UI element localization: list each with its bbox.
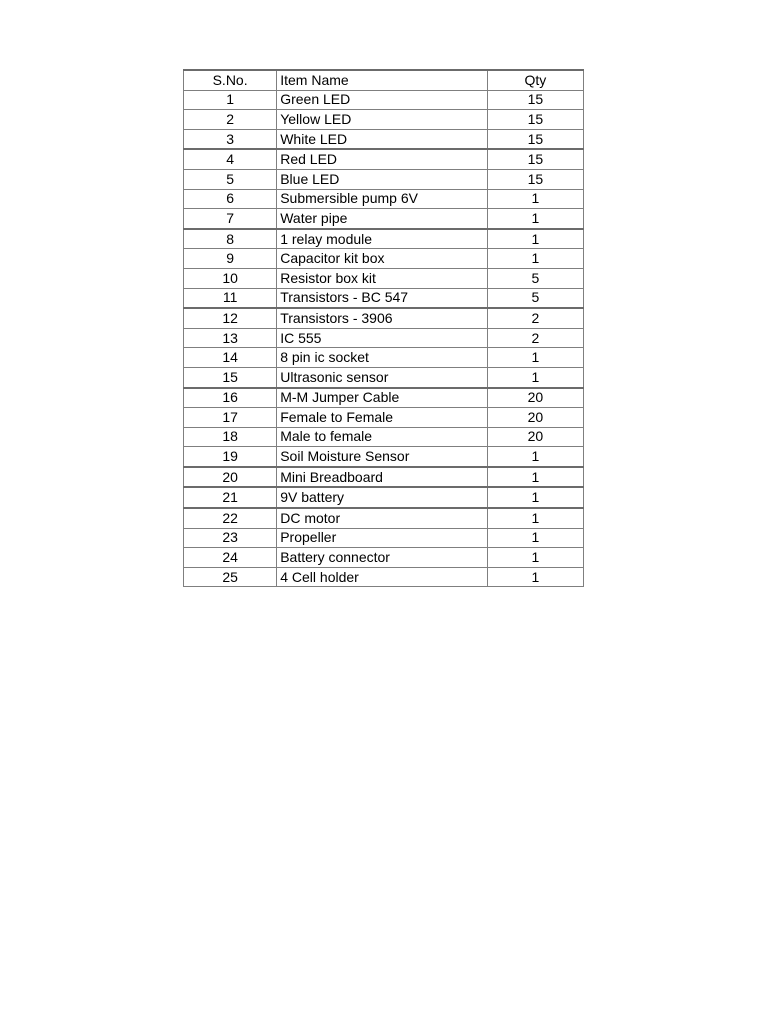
cell-sno: 16	[184, 388, 277, 408]
cell-qty: 5	[487, 268, 583, 288]
cell-qty: 20	[487, 388, 583, 408]
cell-sno: 3	[184, 129, 277, 149]
cell-qty: 15	[487, 129, 583, 149]
cell-qty: 15	[487, 110, 583, 130]
cell-qty: 5	[487, 288, 583, 308]
cell-item-name: 9V battery	[277, 487, 488, 508]
table-row	[184, 288, 584, 308]
cell-item-name: Red LED	[277, 149, 488, 169]
cell-sno: 1	[184, 90, 277, 110]
cell-qty: 15	[487, 169, 583, 189]
table-row	[184, 169, 584, 189]
table-row	[184, 388, 584, 408]
cell-qty: 1	[487, 209, 583, 229]
table-row	[184, 408, 584, 428]
table-row	[184, 328, 584, 348]
cell-item-name: Blue LED	[277, 169, 488, 189]
cell-item-name: 1 relay module	[277, 229, 488, 249]
table-row	[184, 348, 584, 368]
cell-item-name: Propeller	[277, 528, 488, 548]
cell-item-name: Male to female	[277, 427, 488, 447]
cell-sno: 19	[184, 447, 277, 467]
table-row	[184, 567, 584, 587]
cell-sno: 8	[184, 229, 277, 249]
table-row	[184, 427, 584, 447]
items-table	[183, 69, 584, 587]
cell-qty: 1	[487, 467, 583, 488]
cell-qty: 1	[487, 189, 583, 209]
header-item-name: Item Name	[277, 70, 488, 90]
cell-sno: 5	[184, 169, 277, 189]
cell-item-name: Yellow LED	[277, 110, 488, 130]
cell-item-name: Water pipe	[277, 209, 488, 229]
cell-sno: 6	[184, 189, 277, 209]
cell-qty: 1	[487, 348, 583, 368]
cell-item-name: Capacitor kit box	[277, 249, 488, 269]
cell-item-name: Mini Breadboard	[277, 467, 488, 488]
cell-item-name: White LED	[277, 129, 488, 149]
header-qty: Qty	[487, 70, 583, 90]
table-row	[184, 229, 584, 249]
cell-sno: 21	[184, 487, 277, 508]
cell-sno: 14	[184, 348, 277, 368]
cell-qty: 20	[487, 408, 583, 428]
cell-qty: 1	[487, 367, 583, 387]
cell-sno: 10	[184, 268, 277, 288]
cell-item-name: 8 pin ic socket	[277, 348, 488, 368]
cell-sno: 2	[184, 110, 277, 130]
cell-sno: 11	[184, 288, 277, 308]
cell-item-name: Battery connector	[277, 548, 488, 568]
cell-qty: 1	[487, 487, 583, 508]
table-row	[184, 548, 584, 568]
cell-item-name: Green LED	[277, 90, 488, 110]
cell-item-name: M-M Jumper Cable	[277, 388, 488, 408]
cell-sno: 9	[184, 249, 277, 269]
cell-item-name: Transistors - BC 547	[277, 288, 488, 308]
header-sno: S.No.	[184, 70, 277, 90]
cell-item-name: Submersible pump 6V	[277, 189, 488, 209]
table-row	[184, 367, 584, 387]
cell-item-name: DC motor	[277, 508, 488, 528]
cell-sno: 12	[184, 308, 277, 328]
cell-item-name: Ultrasonic sensor	[277, 367, 488, 387]
table-row	[184, 249, 584, 269]
table-row	[184, 149, 584, 169]
table-row	[184, 189, 584, 209]
cell-sno: 13	[184, 328, 277, 348]
table-row	[184, 487, 584, 508]
table-row	[184, 268, 584, 288]
cell-qty: 1	[487, 447, 583, 467]
cell-item-name: Female to Female	[277, 408, 488, 428]
cell-qty: 1	[487, 548, 583, 568]
cell-sno: 18	[184, 427, 277, 447]
cell-sno: 4	[184, 149, 277, 169]
cell-qty: 2	[487, 328, 583, 348]
cell-qty: 2	[487, 308, 583, 328]
table-body	[184, 90, 584, 587]
cell-sno: 23	[184, 528, 277, 548]
cell-qty: 15	[487, 149, 583, 169]
cell-qty: 1	[487, 567, 583, 587]
cell-qty: 1	[487, 528, 583, 548]
table-row	[184, 209, 584, 229]
cell-item-name: Soil Moisture Sensor	[277, 447, 488, 467]
cell-item-name: IC 555	[277, 328, 488, 348]
cell-sno: 15	[184, 367, 277, 387]
table-row	[184, 110, 584, 130]
header-row	[184, 70, 584, 90]
table-row	[184, 308, 584, 328]
table-row	[184, 90, 584, 110]
cell-sno: 17	[184, 408, 277, 428]
cell-item-name: 4 Cell holder	[277, 567, 488, 587]
cell-qty: 1	[487, 229, 583, 249]
cell-item-name: Resistor box kit	[277, 268, 488, 288]
cell-sno: 25	[184, 567, 277, 587]
table-row	[184, 528, 584, 548]
cell-qty: 20	[487, 427, 583, 447]
cell-sno: 7	[184, 209, 277, 229]
cell-item-name: Transistors - 3906	[277, 308, 488, 328]
table-row	[184, 508, 584, 528]
cell-qty: 1	[487, 249, 583, 269]
table-header	[184, 70, 584, 90]
cell-sno: 20	[184, 467, 277, 488]
table-row	[184, 129, 584, 149]
cell-sno: 22	[184, 508, 277, 528]
cell-qty: 15	[487, 90, 583, 110]
cell-sno: 24	[184, 548, 277, 568]
cell-qty: 1	[487, 508, 583, 528]
table-row	[184, 447, 584, 467]
table-row	[184, 467, 584, 488]
